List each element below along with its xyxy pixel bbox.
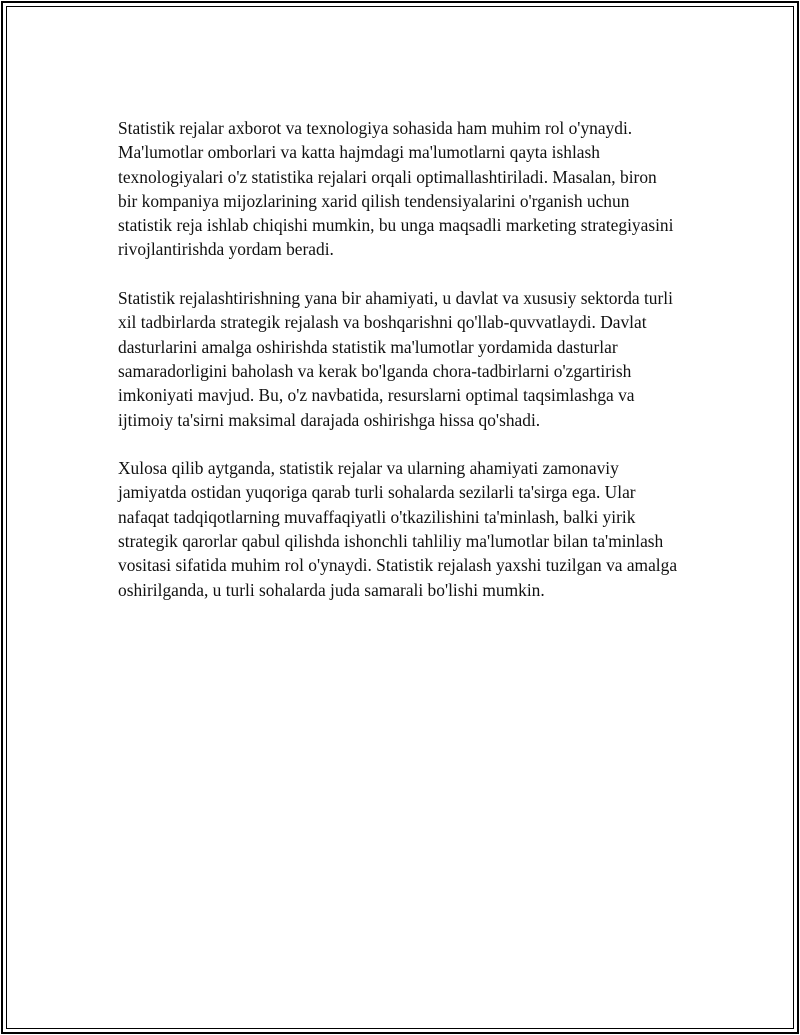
document-body [118,116,678,626]
paragraph-1: Statistik rejalar axborot va texnologiya sohasida ham muhim rol o'ynaydi. Ma'lumotlar omborlari va katta hajmdagi ma'lumotlarni qayta ishlash texnologiyalari o'z statistika rejalari orqali optimallashtiriladi. Masalan, biron bir kompaniya mijozlarining xarid qilish tendensiyalarini o'rganish uchun statistik reja ishlab chiqishi mumkin, bu unga maqsadli marketing strategiyasini rivojlantirishda yordam beradi. [118,118,674,260]
paragraph-2: Statistik rejalashtirishning yana bir ahamiyati, u davlat va xususiy sektorda turli xil tadbirlarda strategik rejalash va boshqarishni qo'llab-quvvatlaydi. Davlat dasturlarini amalga oshirishda statistik ma'lumotlar yordamida dasturlar samaradorligini baholash va kerak bo'lganda chora-tadbirlarni o'zgartirish imkoniyati mavjud. Bu, o'z navbatida, resurslarni optimal taqsimlashga va ijtimoiy ta'sirni maksimal darajada oshirishga hissa qo'shadi. [118,288,673,430]
paragraph-3: Xulosa qilib aytganda, statistik rejalar va ularning ahamiyati zamonaviy jamiyatda ostidan yuqoriga qarab turli sohalarda sezilarli ta'sirga ega. Ular nafaqat tadqiqotlarning muvaffaqiyatli o'tkazilishini ta'minlash, balki yirik strategik qarorlar qabul qilishda ishonchli tahliliy ma'lumotlar bilan ta'minlash vositasi sifatida muhim rol o'ynaydi. Statistik rejalash yaxshi tuzilgan va amalga oshirilganda, u turli sohalarda juda samarali bo'lishi mumkin. [118,458,678,600]
